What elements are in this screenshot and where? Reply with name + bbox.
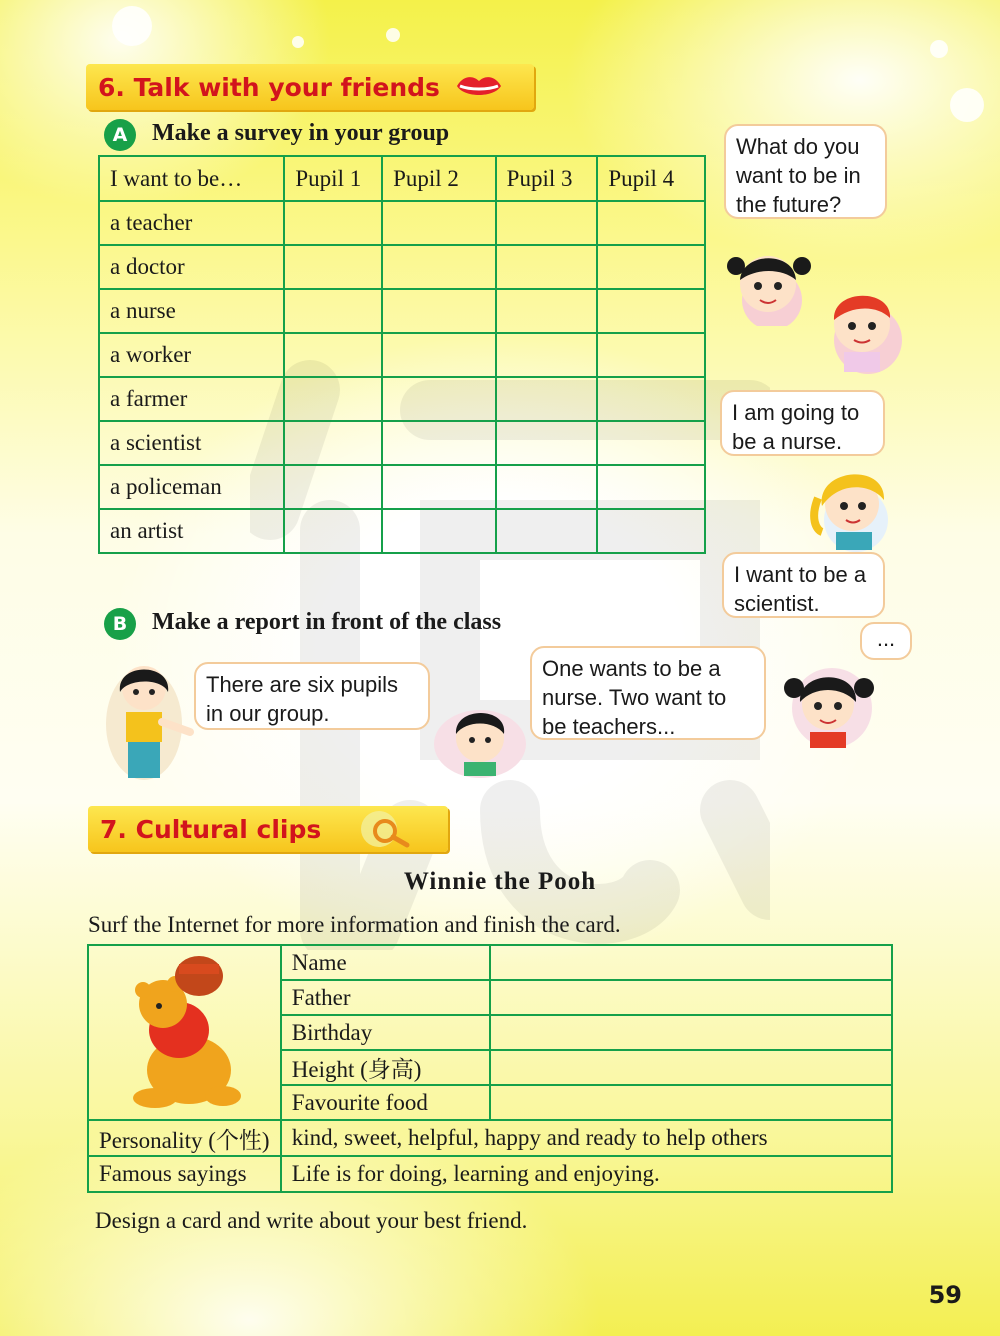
part-a-label: A	[104, 119, 136, 151]
table-row	[99, 377, 705, 421]
survey-cell[interactable]	[597, 377, 705, 421]
card-field-input[interactable]	[490, 1085, 892, 1120]
footer-instruction: Design a card and write about your best friend.	[95, 1208, 528, 1233]
survey-header: Pupil 4	[597, 156, 705, 201]
section-7-title: 7. Cultural clips	[100, 814, 322, 844]
magnifier-icon	[355, 809, 417, 849]
survey-table	[98, 155, 706, 554]
scientist-bubble: I want to be a scientist.	[722, 552, 885, 618]
survey-cell[interactable]	[496, 245, 598, 289]
personality-label: Personality (个性)	[88, 1120, 281, 1156]
survey-cell[interactable]	[597, 201, 705, 245]
card-field-input[interactable]	[490, 1015, 892, 1050]
survey-header: Pupil 1	[284, 156, 382, 201]
table-row	[99, 465, 705, 509]
personality-value: kind, sweet, helpful, happy and ready to help others	[281, 1120, 892, 1156]
card-row	[88, 945, 892, 980]
lips-icon	[454, 72, 504, 102]
survey-cell[interactable]	[496, 509, 598, 553]
survey-cell[interactable]	[284, 201, 382, 245]
survey-cell[interactable]	[382, 377, 496, 421]
survey-header: Pupil 3	[496, 156, 598, 201]
job-label: a policeman	[99, 465, 284, 509]
table-row	[99, 509, 705, 553]
survey-header: I want to be…	[99, 156, 284, 201]
decor-dot	[292, 36, 304, 48]
survey-cell[interactable]	[284, 465, 382, 509]
card-field-input[interactable]	[490, 980, 892, 1015]
sayings-value: Life is for doing, learning and enjoying.	[281, 1156, 892, 1192]
section-7-banner	[88, 806, 448, 852]
card-field-label: Height (身高)	[281, 1050, 491, 1085]
survey-cell[interactable]	[382, 509, 496, 553]
survey-header-row	[99, 156, 705, 201]
card-instruction: Surf the Internet for more information and finish the card.	[88, 912, 621, 937]
page-number: 59	[928, 1281, 962, 1309]
boy-listener-avatar	[432, 698, 528, 778]
section-6-title: 6. Talk with your friends	[98, 72, 440, 102]
girl-presenter-avatar	[100, 658, 202, 782]
survey-cell[interactable]	[382, 245, 496, 289]
job-label: a farmer	[99, 377, 284, 421]
job-label: a worker	[99, 333, 284, 377]
part-a-title: Make a survey in your group	[152, 120, 450, 146]
table-row	[99, 201, 705, 245]
nurse-bubble: I am going to be a nurse.	[720, 390, 885, 456]
survey-cell[interactable]	[284, 333, 382, 377]
card-field-label: Favourite food	[281, 1085, 491, 1120]
survey-cell[interactable]	[284, 377, 382, 421]
survey-cell[interactable]	[382, 465, 496, 509]
question-bubble: What do you want to be in the future?	[724, 124, 887, 219]
survey-cell[interactable]	[496, 421, 598, 465]
decor-dot	[386, 28, 400, 42]
card-field-label: Birthday	[281, 1015, 491, 1050]
job-label: an artist	[99, 509, 284, 553]
job-label: a doctor	[99, 245, 284, 289]
report-bubble-2: One wants to be a nurse. Two want to be teachers...	[530, 646, 766, 740]
card-field-input[interactable]	[490, 945, 892, 980]
girl-listener-avatar	[776, 656, 886, 750]
ellipsis-bubble: ...	[860, 622, 912, 660]
pooh-card-table	[87, 944, 893, 1193]
survey-cell[interactable]	[382, 201, 496, 245]
blonde-girl-avatar	[806, 458, 902, 552]
survey-cell[interactable]	[597, 465, 705, 509]
survey-cell[interactable]	[284, 289, 382, 333]
table-row	[99, 421, 705, 465]
report-bubble-1: There are six pupils in our group.	[194, 662, 430, 730]
survey-cell[interactable]	[597, 289, 705, 333]
pooh-bear-illustration	[119, 950, 249, 1110]
card-row	[88, 1156, 892, 1192]
survey-cell[interactable]	[382, 289, 496, 333]
section-7-subtitle: Winnie the Pooh	[403, 868, 597, 895]
boy-avatar	[814, 282, 916, 378]
card-field-label: Name	[281, 945, 491, 980]
survey-cell[interactable]	[597, 509, 705, 553]
survey-cell[interactable]	[597, 245, 705, 289]
card-field-input[interactable]	[490, 1050, 892, 1085]
job-label: a scientist	[99, 421, 284, 465]
decor-dot	[950, 88, 984, 122]
card-field-label: Father	[281, 980, 491, 1015]
decor-dot	[930, 40, 948, 58]
part-b-label: B	[104, 608, 136, 640]
table-row	[99, 289, 705, 333]
pooh-image-cell	[88, 945, 281, 1120]
part-b-title: Make a report in front of the class	[152, 609, 502, 635]
job-label: a teacher	[99, 201, 284, 245]
survey-cell[interactable]	[496, 465, 598, 509]
sayings-label: Famous sayings	[88, 1156, 281, 1192]
girl-avatar	[722, 240, 822, 326]
job-label: a nurse	[99, 289, 284, 333]
survey-cell[interactable]	[284, 421, 382, 465]
survey-cell[interactable]	[496, 377, 598, 421]
survey-cell[interactable]	[382, 421, 496, 465]
survey-header: Pupil 2	[382, 156, 496, 201]
survey-cell[interactable]	[284, 245, 382, 289]
survey-cell[interactable]	[496, 333, 598, 377]
survey-cell[interactable]	[597, 333, 705, 377]
table-row	[99, 333, 705, 377]
survey-cell[interactable]	[284, 509, 382, 553]
table-row	[99, 245, 705, 289]
decor-dot	[112, 6, 152, 46]
survey-cell[interactable]	[496, 289, 598, 333]
survey-cell[interactable]	[496, 201, 598, 245]
survey-cell[interactable]	[382, 333, 496, 377]
section-6-banner	[86, 64, 534, 110]
card-row	[88, 1120, 892, 1156]
survey-cell[interactable]	[597, 421, 705, 465]
